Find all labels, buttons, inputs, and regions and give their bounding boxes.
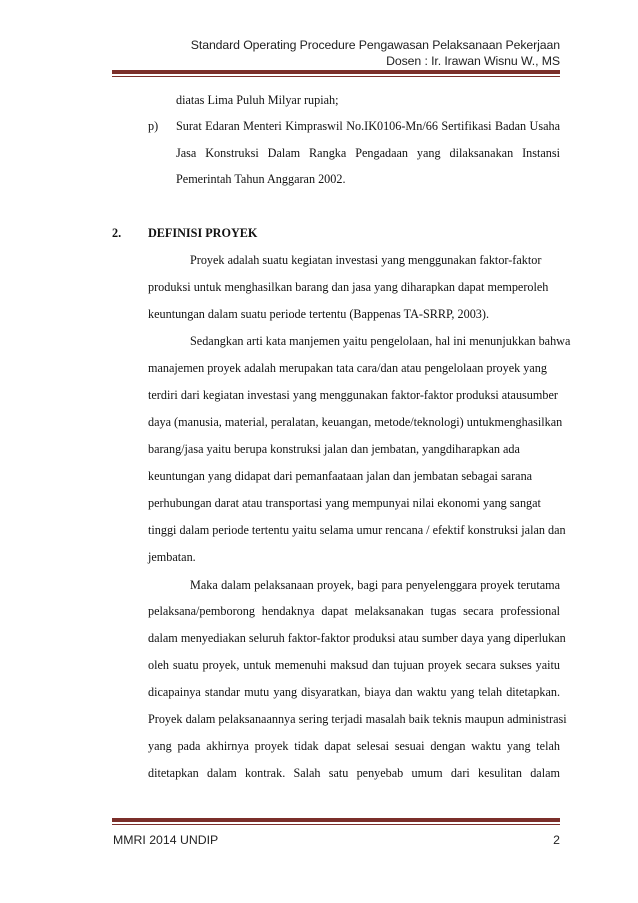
- section-title: DEFINISI PROYEK: [148, 226, 258, 240]
- para2-line-7: perhubungan darat atau transportasi yang mempunyai nilai ekonomi yang sangat: [148, 496, 541, 510]
- header-title: Standard Operating Procedure Pengawasan Pelaksanaan Pekerjaan: [190, 38, 560, 52]
- para2-line-5: barang/jasa yaitu berupa konstruksi jalan dan jembatan, yangdiharapkan ada: [148, 442, 520, 456]
- footer-label: MMRI 2014 UNDIP: [113, 833, 219, 847]
- para2-line-3: terdiri dari kegiatan investasi yang menggunakan faktor-faktor produksi atausumber: [148, 388, 558, 402]
- para3-line-7: yang pada akhirnya proyek tidak dapat selesai sesuai dengan waktu yang telah: [148, 739, 560, 753]
- para3-line-5: dicapainya standar mutu yang disyaratkan, biaya dan waktu yang telah ditetapkan.: [148, 685, 560, 699]
- para2-line-2: manajemen proyek adalah merupakan tata cara/dan atau pengelolaan proyek yang: [148, 361, 547, 375]
- continuation-line: diatas Lima Puluh Milyar rupiah;: [176, 93, 339, 107]
- footer-rule-thin: [112, 824, 560, 825]
- para3-line-2: pelaksana/pemborong hendaknya dapat melaksanakan tugas secara professional: [148, 604, 560, 618]
- section-number: 2.: [112, 226, 122, 240]
- para2-line-9: jembatan.: [148, 550, 196, 564]
- para3-line-3: dalam menyediakan seluruh faktor-faktor produksi atau sumber daya yang diperlukan: [148, 631, 566, 645]
- header-rule-thick: [112, 70, 560, 74]
- item-p-line-1: Surat Edaran Menteri Kimpraswil No.IK0106-Mn/66 Sertifikasi Badan Usaha: [176, 119, 560, 133]
- para2-line-4: daya (manusia, material, peralatan, keuangan, metode/teknologi) untukmenghasilkan: [148, 415, 563, 429]
- page-number: 2: [553, 833, 560, 847]
- para1-line-3: keuntungan dalam suatu periode tertentu (Bappenas TA-SRRP, 2003).: [148, 307, 489, 321]
- para3-line-4: oleh suatu proyek, untuk memenuhi maksud dan tujuan proyek secara sukses yaitu: [148, 658, 560, 672]
- para2-line-1: Sedangkan arti kata manjemen yaitu pengelolaan, hal ini menunjukkan bahwa: [190, 334, 571, 348]
- footer-rule-thick: [112, 818, 560, 822]
- item-p-marker: p): [148, 119, 159, 133]
- para1-line-1: Proyek adalah suatu kegiatan investasi yang menggunakan faktor-faktor: [190, 253, 542, 267]
- header-rule-thin: [112, 76, 560, 77]
- item-p-line-3: Pemerintah Tahun Anggaran 2002.: [176, 172, 346, 186]
- para3-line-1: Maka dalam pelaksanaan proyek, bagi para penyelenggara proyek terutama: [190, 578, 560, 592]
- para1-line-2: produksi untuk menghasilkan barang dan jasa yang diharapkan dapat memperoleh: [148, 280, 549, 294]
- para2-line-8: tinggi dalam periode tertentu yaitu selama umur rencana / efektif konstruksi jalan dan: [148, 523, 566, 537]
- header-author: Dosen : Ir. Irawan Wisnu W., MS: [386, 54, 560, 68]
- para2-line-6: keuntungan yang didapat dari pemanfaataan jalan dan jembatan sebagai sarana: [148, 469, 533, 483]
- para3-line-8: ditetapkan dalam kontrak. Salah satu penyebab umum dari kesulitan dalam: [148, 766, 560, 780]
- item-p-line-2: Jasa Konstruksi Dalam Rangka Pengadaan yang dilaksanakan Instansi: [176, 146, 560, 160]
- para3-line-6: Proyek dalam pelaksanaannya sering terjadi masalah baik teknis maupun administrasi: [148, 712, 567, 726]
